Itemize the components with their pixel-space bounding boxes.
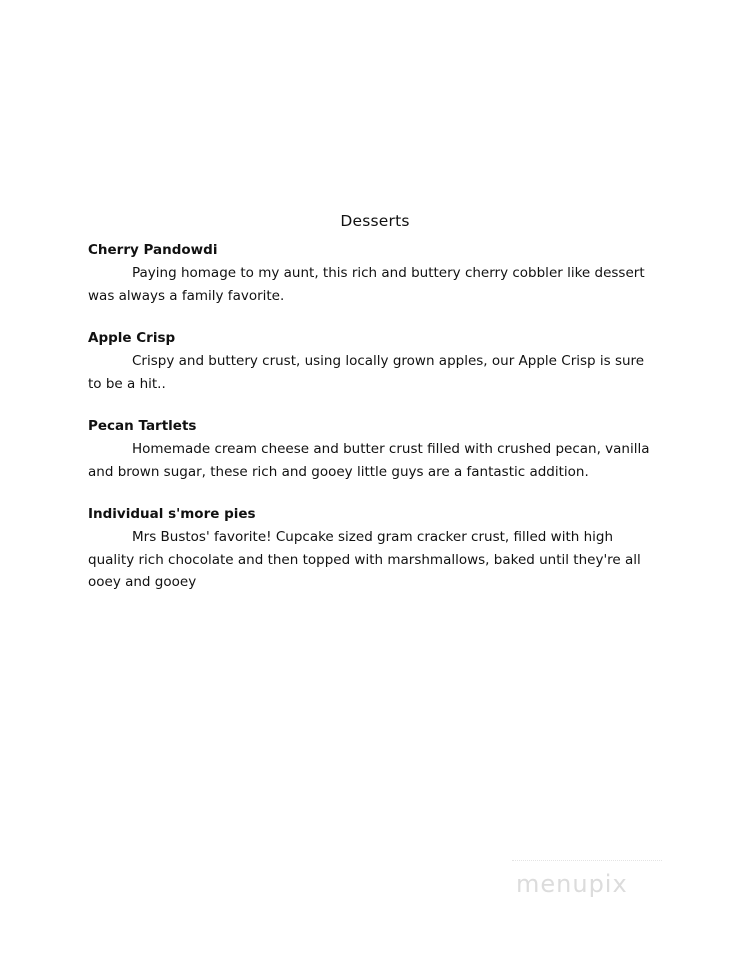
menu-item-description: Mrs Bustos' favorite! Cupcake sized gram cracker crust, filled with high quality rich chocolate and then topped with marshmallows, baked until they're all ooey and gooey	[88, 529, 641, 590]
menu-item-description: Crispy and buttery crust, using locally grown apples, our Apple Crisp is sure to be a hit..	[88, 353, 645, 392]
watermark-divider	[512, 860, 662, 861]
watermark-logo	[512, 860, 662, 910]
menu-item-description: Homemade cream cheese and butter crust filled with crushed pecan, vanilla and brown sugar, these rich and gooey little guys are a fantastic addition.	[88, 441, 650, 480]
menu-item	[88, 328, 658, 395]
menu-item	[88, 240, 658, 307]
menu-item-name: Cherry Pandowdi	[88, 242, 218, 258]
page-title: Desserts	[340, 212, 410, 230]
menu-item	[88, 504, 658, 594]
menu-item-description: Paying homage to my aunt, this rich and buttery cherry cobbler like dessert was always a family favorite.	[88, 265, 645, 304]
menu-item-name: Individual s'more pies	[88, 506, 256, 522]
menu-item-name: Pecan Tartlets	[88, 418, 197, 434]
watermark-text: menupix	[516, 870, 628, 898]
menu-item-name: Apple Crisp	[88, 330, 176, 346]
menu-item	[88, 416, 658, 483]
